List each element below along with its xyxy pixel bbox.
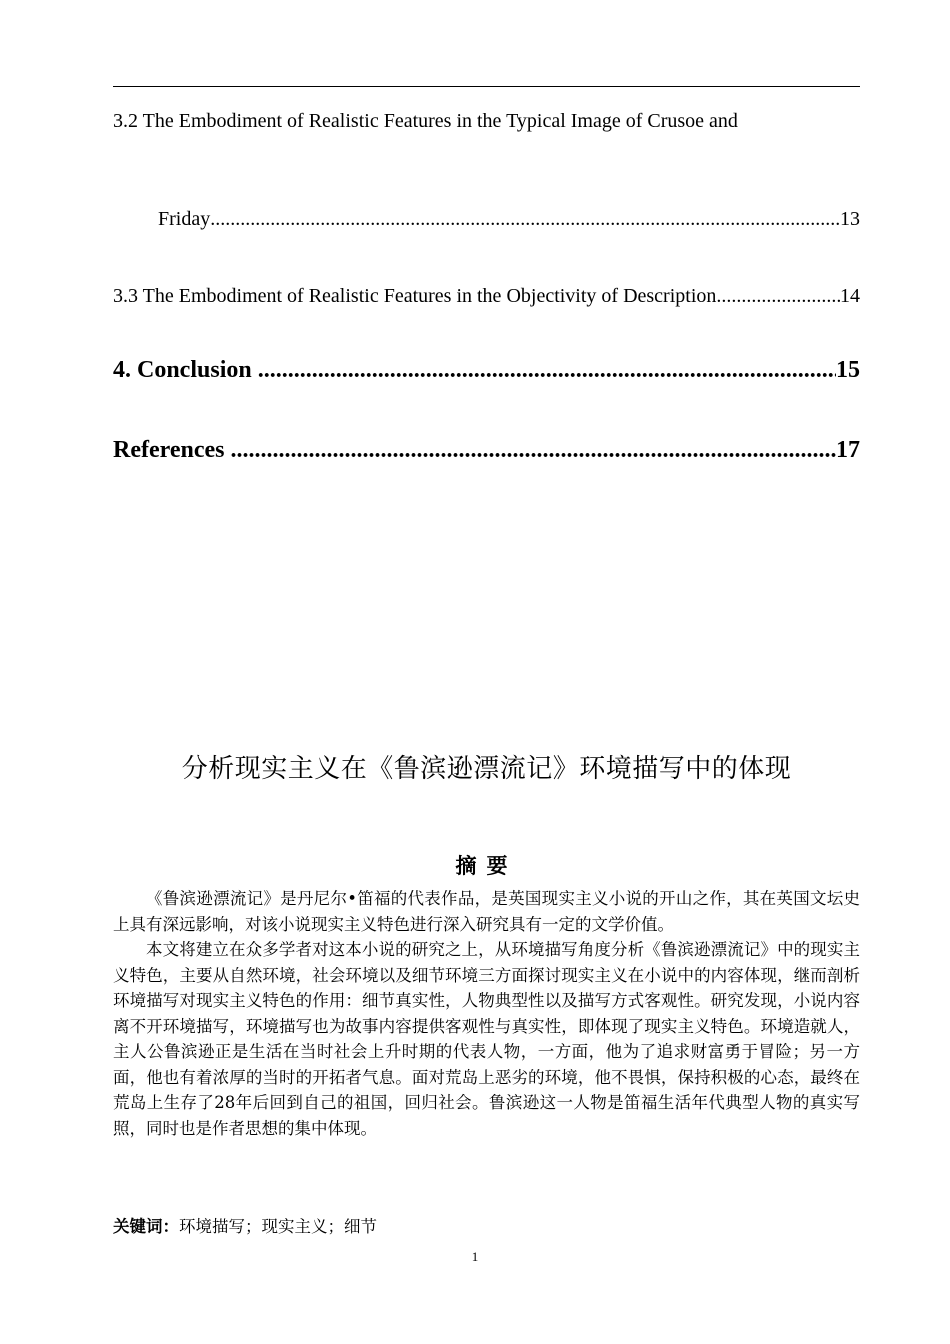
toc-page-number: 14 [840,285,860,307]
keywords [113,1213,860,1237]
toc-leader-dots [716,285,840,308]
toc-entry-3-2-line1: 3.2 The Embodiment of Realistic Features in the Typical Image of Crusoe and [113,110,738,132]
toc-entry-3-3[interactable] [113,285,860,308]
toc-page-number: 15 [836,357,860,383]
toc-page-number: 13 [840,208,860,230]
page-number: 1 [471,1249,479,1264]
abstract-paragraph: 本文将建立在众多学者对这本小说的研究之上，从环境描写角度分析《鲁滨逊漂流记》中的现实主义特色，主要从自然环境，社会环境以及细节环境三方面探讨现实主义在小说中的内容体现，继而剖析环境描写对现实主义特色的作用：细节真实性，人物典型性以及描写方式客观性。研究发现，小说内容离不开环境描写，环境描写也为故事内容提供客观性与真实性，即体现了现实主义特色。环境造就人，主人公鲁滨逊正是生活在当时社会上升时期的代表人物，一方面，他为了追求财富勇于冒险；另一方面，他也有着浓厚的当时的开拓者气息。面对荒岛上恶劣的环境，他不畏惧，保持积极的心态，最终在荒岛上生存了28年后回到自己的祖国，回归社会。鲁滨逊这一人物是笛福生活年代典型人物的真实写照，同时也是作者思想的集中体现。 [113,940,860,1138]
keywords-value: 环境描写；现实主义；细节 [179,1217,377,1236]
abstract-paragraph: 《鲁滨逊漂流记》是丹尼尔•笛福的代表作品，是英国现实主义小说的开山之作，其在英国文坛史上具有深远影响，对该小说现实主义特色进行深入研究具有一定的文学价值。 [113,889,860,934]
toc-entry-conclusion[interactable] [113,357,860,384]
toc-leader-dots [231,437,837,464]
toc-entry-3-2-line2[interactable] [158,208,860,231]
chinese-title: 分析现实主义在《鲁滨逊漂流记》环境描写中的体现 [181,754,792,784]
toc-entry-text: References [113,437,231,463]
abstract-body [113,886,860,1141]
toc-leader-dots [210,208,840,231]
toc-leader-dots [258,357,836,384]
toc-page-number: 17 [836,437,860,463]
keywords-label: 关键词： [113,1217,179,1236]
header-rule [113,86,860,87]
toc-entry-references[interactable] [113,437,860,464]
toc-entry-text: 4. Conclusion [113,357,258,383]
toc-entry-text: Friday [158,208,211,230]
toc-entry-text: 3.3 The Embodiment of Realistic Features in the Objectivity of Description [113,285,717,307]
abstract-heading: 摘要 [455,854,518,878]
